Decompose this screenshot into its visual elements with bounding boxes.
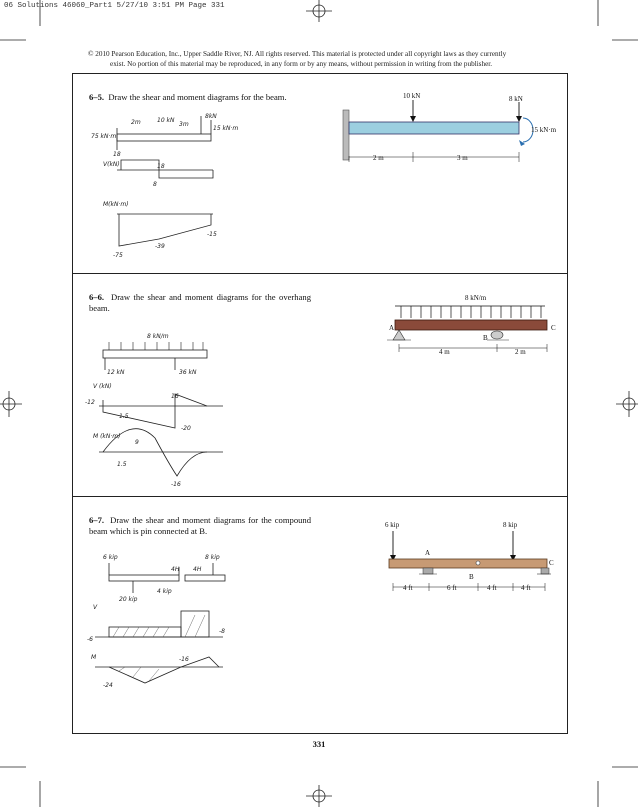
sketch-label: V — [93, 604, 98, 611]
label-c: C — [549, 559, 554, 567]
sketch-label: -6 — [87, 636, 93, 643]
sketch-label: -39 — [155, 243, 165, 250]
sketch-label: -16 — [171, 481, 181, 488]
load-label: 8 kN/m — [465, 294, 487, 302]
dimension-label-1: 4 ft — [403, 584, 413, 592]
load-label-2: 8 kip — [503, 521, 518, 529]
label-a: A — [425, 549, 431, 557]
overhang-beam — [395, 320, 547, 330]
beam-figure — [73, 497, 569, 735]
sketch-label: 3m — [179, 121, 189, 128]
end-label-c: C — [551, 324, 556, 332]
handwritten-solution — [95, 563, 225, 683]
sketch-label: 8 — [153, 181, 157, 188]
sketch-label: M (kN·m) — [93, 433, 121, 440]
copyright-line-2: exist. No portion of this material may be reproduced, in any form or by any means, without permission in writing from the publisher. — [110, 60, 493, 68]
sketch-label: 36 kN — [179, 369, 197, 376]
sketch-label: M(kN·m) — [103, 201, 129, 208]
cantilever-beam — [349, 122, 519, 134]
dimension-label-3: 4 ft — [487, 584, 497, 592]
sketch-label: 9 — [135, 439, 139, 446]
sketch-label: -16 — [179, 656, 189, 663]
sketch-label: 20 kip — [119, 596, 138, 603]
dimension-label-2: 2 m — [515, 348, 526, 356]
sketch-label: -75 — [113, 252, 123, 259]
pin-connection-b — [476, 561, 480, 565]
sketch-label: M — [91, 654, 97, 661]
problem-text: Draw the shear and moment diagrams for the overhang beam. — [89, 292, 311, 313]
sketch-label: 8 kip — [205, 554, 220, 561]
dimension-label-4: 4 ft — [521, 584, 531, 592]
page-number: 331 — [312, 739, 326, 749]
compound-beam — [389, 559, 547, 568]
sketch-label: 18 — [157, 163, 165, 170]
sketch-label: 1.5 — [119, 413, 129, 420]
problem-text: Draw the shear and moment diagrams for the beam. — [108, 92, 287, 102]
sketch-label: 18 — [113, 151, 121, 158]
label-b: B — [469, 573, 474, 581]
sketch-label: 1.5 — [117, 461, 127, 468]
sketch-label: V(kN) — [103, 161, 120, 168]
sketch-label: 4H — [193, 566, 202, 573]
sketch-label: -12 — [85, 399, 95, 406]
load-label-1: 6 kip — [385, 521, 400, 529]
roller-support-b — [491, 331, 503, 339]
load-label-1: 10 kN — [403, 92, 421, 100]
sketch-label: -8 — [219, 628, 225, 635]
dimension-label-2: 3 m — [457, 154, 468, 162]
dimension-label-2: 6 ft — [447, 584, 457, 592]
handwritten-solution — [117, 116, 213, 246]
sketch-label: -24 — [103, 682, 113, 689]
sketch-label: 4H — [171, 566, 180, 573]
header-slug: 06 Solutions 46060_Part1 5/27/10 3:51 PM Page 331 — [4, 2, 225, 10]
sketch-label: 6 kip — [103, 554, 118, 561]
sketch-label: 4 kip — [157, 588, 172, 595]
sketch-label: 10 kN — [157, 117, 175, 124]
problem-number: 6–5. — [89, 92, 105, 102]
problem-number: 6–6. — [89, 292, 105, 302]
sketch-label: 16 — [171, 393, 179, 400]
load-label-2: 8 kN — [509, 95, 523, 103]
sketch-label: 8 kN/m — [147, 333, 169, 340]
dimension-label-1: 2 m — [373, 154, 384, 162]
sketch-label: 12 kN — [107, 369, 125, 376]
copyright-notice — [88, 49, 558, 69]
beam-figure — [73, 74, 569, 275]
sketch-label: 8kN — [205, 113, 217, 120]
pin-label-a: A — [389, 324, 395, 332]
moment-label: 15 kN·m — [531, 126, 557, 134]
problem-text: Draw the shear and moment diagrams for the compound beam which is pin connected at B. — [89, 515, 312, 536]
problem-number: 6–7. — [89, 515, 105, 525]
problem-6-6 — [72, 273, 568, 497]
copyright-line-1: © 2010 Pearson Education, Inc., Upper Saddle River, NJ. All rights reserved. This material is protected under all copyright laws as they currently — [88, 50, 507, 58]
handwritten-solution — [99, 342, 223, 476]
sketch-label: 75 kN·m — [91, 133, 117, 140]
beam-figure — [73, 274, 569, 498]
sketch-label: V (kN) — [93, 383, 112, 390]
sketch-label: 2m — [131, 119, 141, 126]
sketch-label: 15 kN·m — [213, 125, 239, 132]
sketch-label: -15 — [207, 231, 217, 238]
sketch-label: -20 — [181, 425, 191, 432]
dimension-label-1: 4 m — [439, 348, 450, 356]
problem-6-5 — [72, 73, 568, 274]
pin-support-a — [393, 330, 405, 340]
problem-6-7 — [72, 496, 568, 734]
fixed-wall — [343, 110, 349, 160]
pin-label-b: B — [483, 334, 488, 342]
